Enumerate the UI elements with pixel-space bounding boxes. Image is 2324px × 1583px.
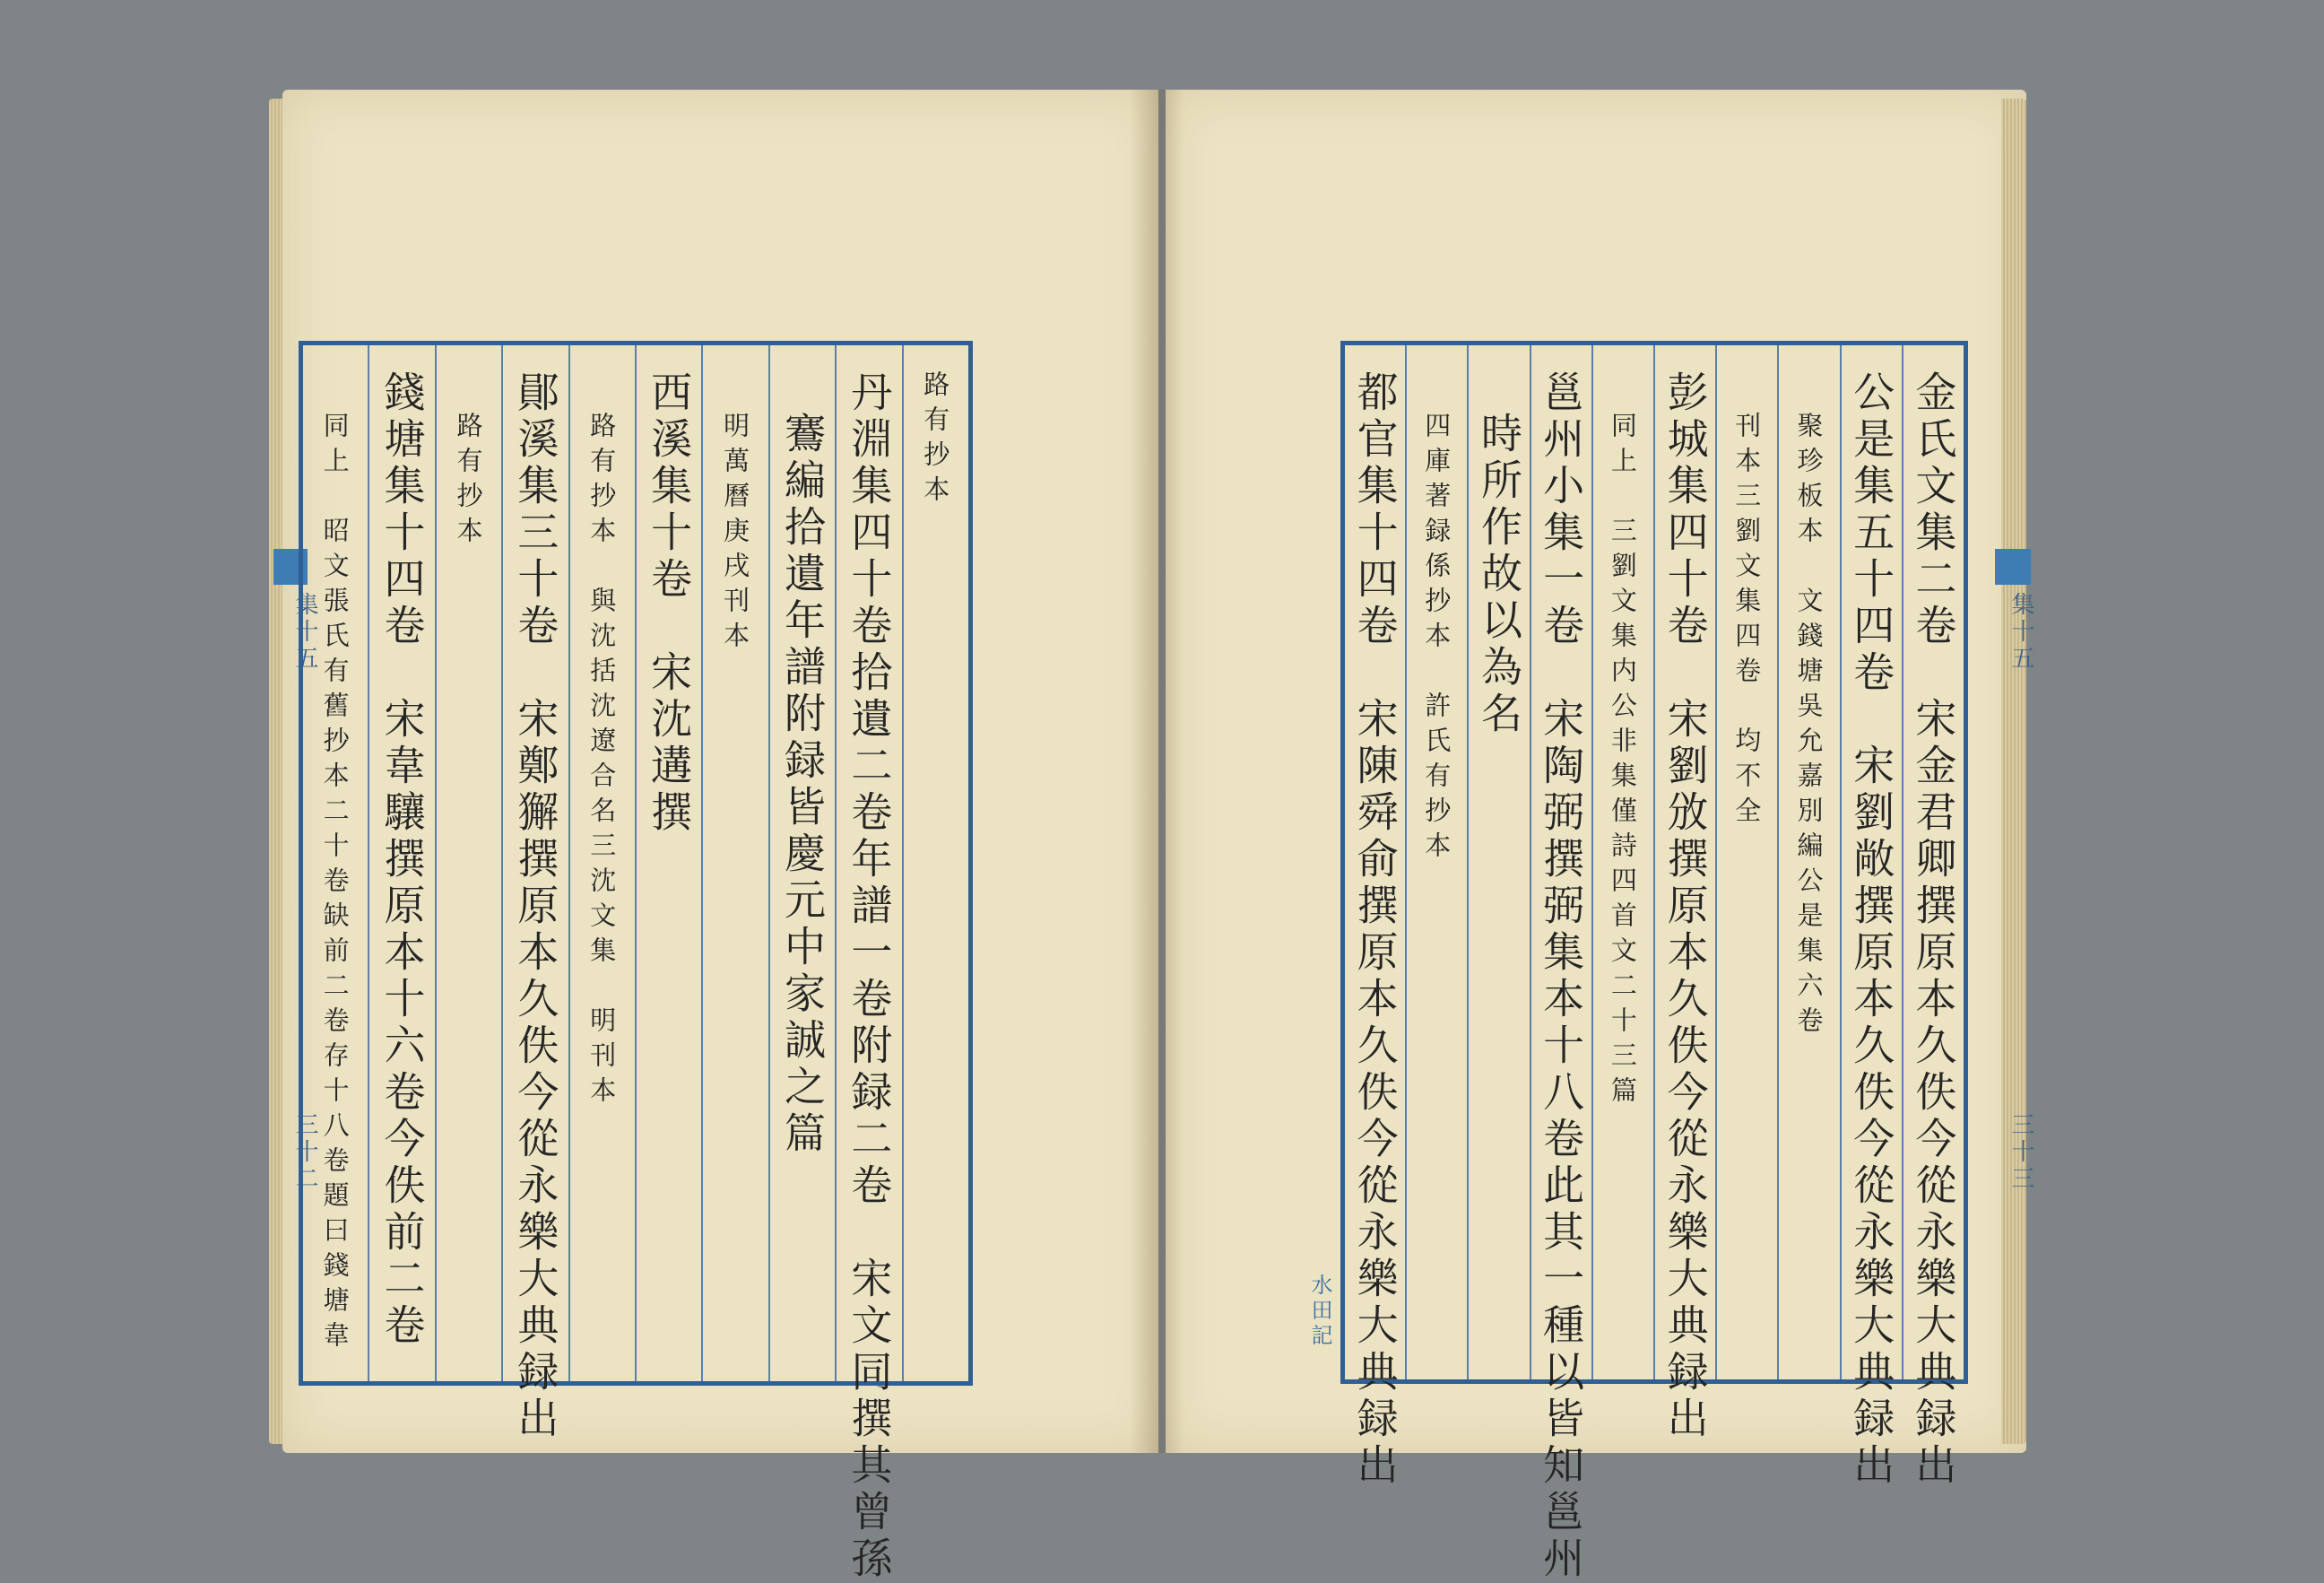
left-page-column (768, 345, 835, 1381)
right-page-column-text: 都官集十四卷 宋陳舜俞撰原本久佚今從永樂大典録出 (1350, 370, 1400, 1490)
left-page-column-text: 路有抄本 (920, 370, 951, 510)
right-page-edges (2001, 99, 2026, 1444)
right-page-column (1467, 345, 1529, 1379)
left-page-column (635, 345, 701, 1381)
right-columns (1345, 345, 1964, 1583)
left-page-column (835, 345, 901, 1583)
left-page-column-text: 錢塘集十四卷 宋韋驤撰原本十六卷今佚前二卷 (377, 370, 427, 1350)
ownership-mark: 水田記 (1307, 1274, 1332, 1349)
right-page-column (1840, 345, 1902, 1490)
left-page-column-text: 路有抄本 (453, 412, 484, 552)
left-page-column-text: 鶱編拾遺年譜附録皆慶元中家誠之篇 (777, 412, 827, 1158)
right-page-column-text: 同上 三劉文集内公非集僅詩四首文二十三篇 (1607, 412, 1638, 1111)
left-text-frame (299, 341, 973, 1583)
left-page-column-text: 丹淵集四十卷拾遺二卷年譜一卷附録二卷 宋文同撰其曾孫 (845, 370, 894, 1583)
left-page-column-text: 鄖溪集三十卷 宋鄭獬撰原本久佚今從永樂大典録出 (511, 370, 560, 1443)
right-page-column (1902, 345, 1964, 1490)
right-page-column (1715, 345, 1777, 1379)
left-page-column (368, 345, 434, 1381)
right-page-column-text: 時所作故以為名 (1474, 412, 1523, 738)
right-margin-number: 三十三 (2007, 1112, 2034, 1193)
left-page-column (701, 345, 767, 1381)
right-page-column (1345, 345, 1405, 1490)
right-page-column-text: 金氏文集二卷 宋金君卿撰原本久佚今從永樂大典録出 (1909, 370, 1958, 1490)
right-page-column (1591, 345, 1653, 1379)
left-page-column (568, 345, 635, 1381)
left-page-column (303, 345, 368, 1381)
book-gutter (1130, 90, 1184, 1453)
left-margin-title: 集十五 (291, 592, 318, 673)
right-page-column-text: 刊本三劉文集四卷 均不全 (1731, 412, 1763, 831)
right-page-column-text: 聚珍板本 文錢塘吳允嘉別編公是集六卷 (1793, 412, 1825, 1041)
right-page-column (1405, 345, 1467, 1379)
right-page-column (1530, 345, 1591, 1583)
left-page-column-text: 西溪集十卷 宋沈遘撰 (645, 370, 694, 837)
left-page-column-text: 明萬曆庚戌刊本 (720, 412, 751, 657)
right-margin-title: 集十五 (2007, 592, 2034, 673)
right-text-frame (1340, 341, 1968, 1583)
right-page-column (1777, 345, 1839, 1379)
right-page-column-text: 公是集五十四卷 宋劉敞撰原本久佚今從永樂大典録出 (1847, 370, 1896, 1490)
right-bookmark-tab (1995, 549, 2031, 585)
left-columns (303, 345, 968, 1583)
left-page-column-text: 同上 昭文張氏有舊抄本二十卷缺前二卷存十八卷題曰錢塘韋 (319, 412, 351, 1356)
left-page-column (501, 345, 568, 1443)
left-margin-number: 三十二 (291, 1112, 318, 1193)
left-page-column-text: 路有抄本 與沈括沈遼合名三沈文集 明刊本 (586, 412, 618, 1111)
right-page-column-text: 彭城集四十卷 宋劉攽撰原本久佚今從永樂大典録出 (1661, 370, 1710, 1443)
left-page-column (902, 345, 968, 1381)
right-page-column-text: 邕州小集一卷 宋陶弼撰弼集本十八卷此其一種以皆知邕州 (1537, 370, 1586, 1583)
right-page-column (1653, 345, 1715, 1443)
right-page-column-text: 四庫著録係抄本 許氏有抄本 (1421, 412, 1452, 866)
left-page-column (435, 345, 501, 1381)
